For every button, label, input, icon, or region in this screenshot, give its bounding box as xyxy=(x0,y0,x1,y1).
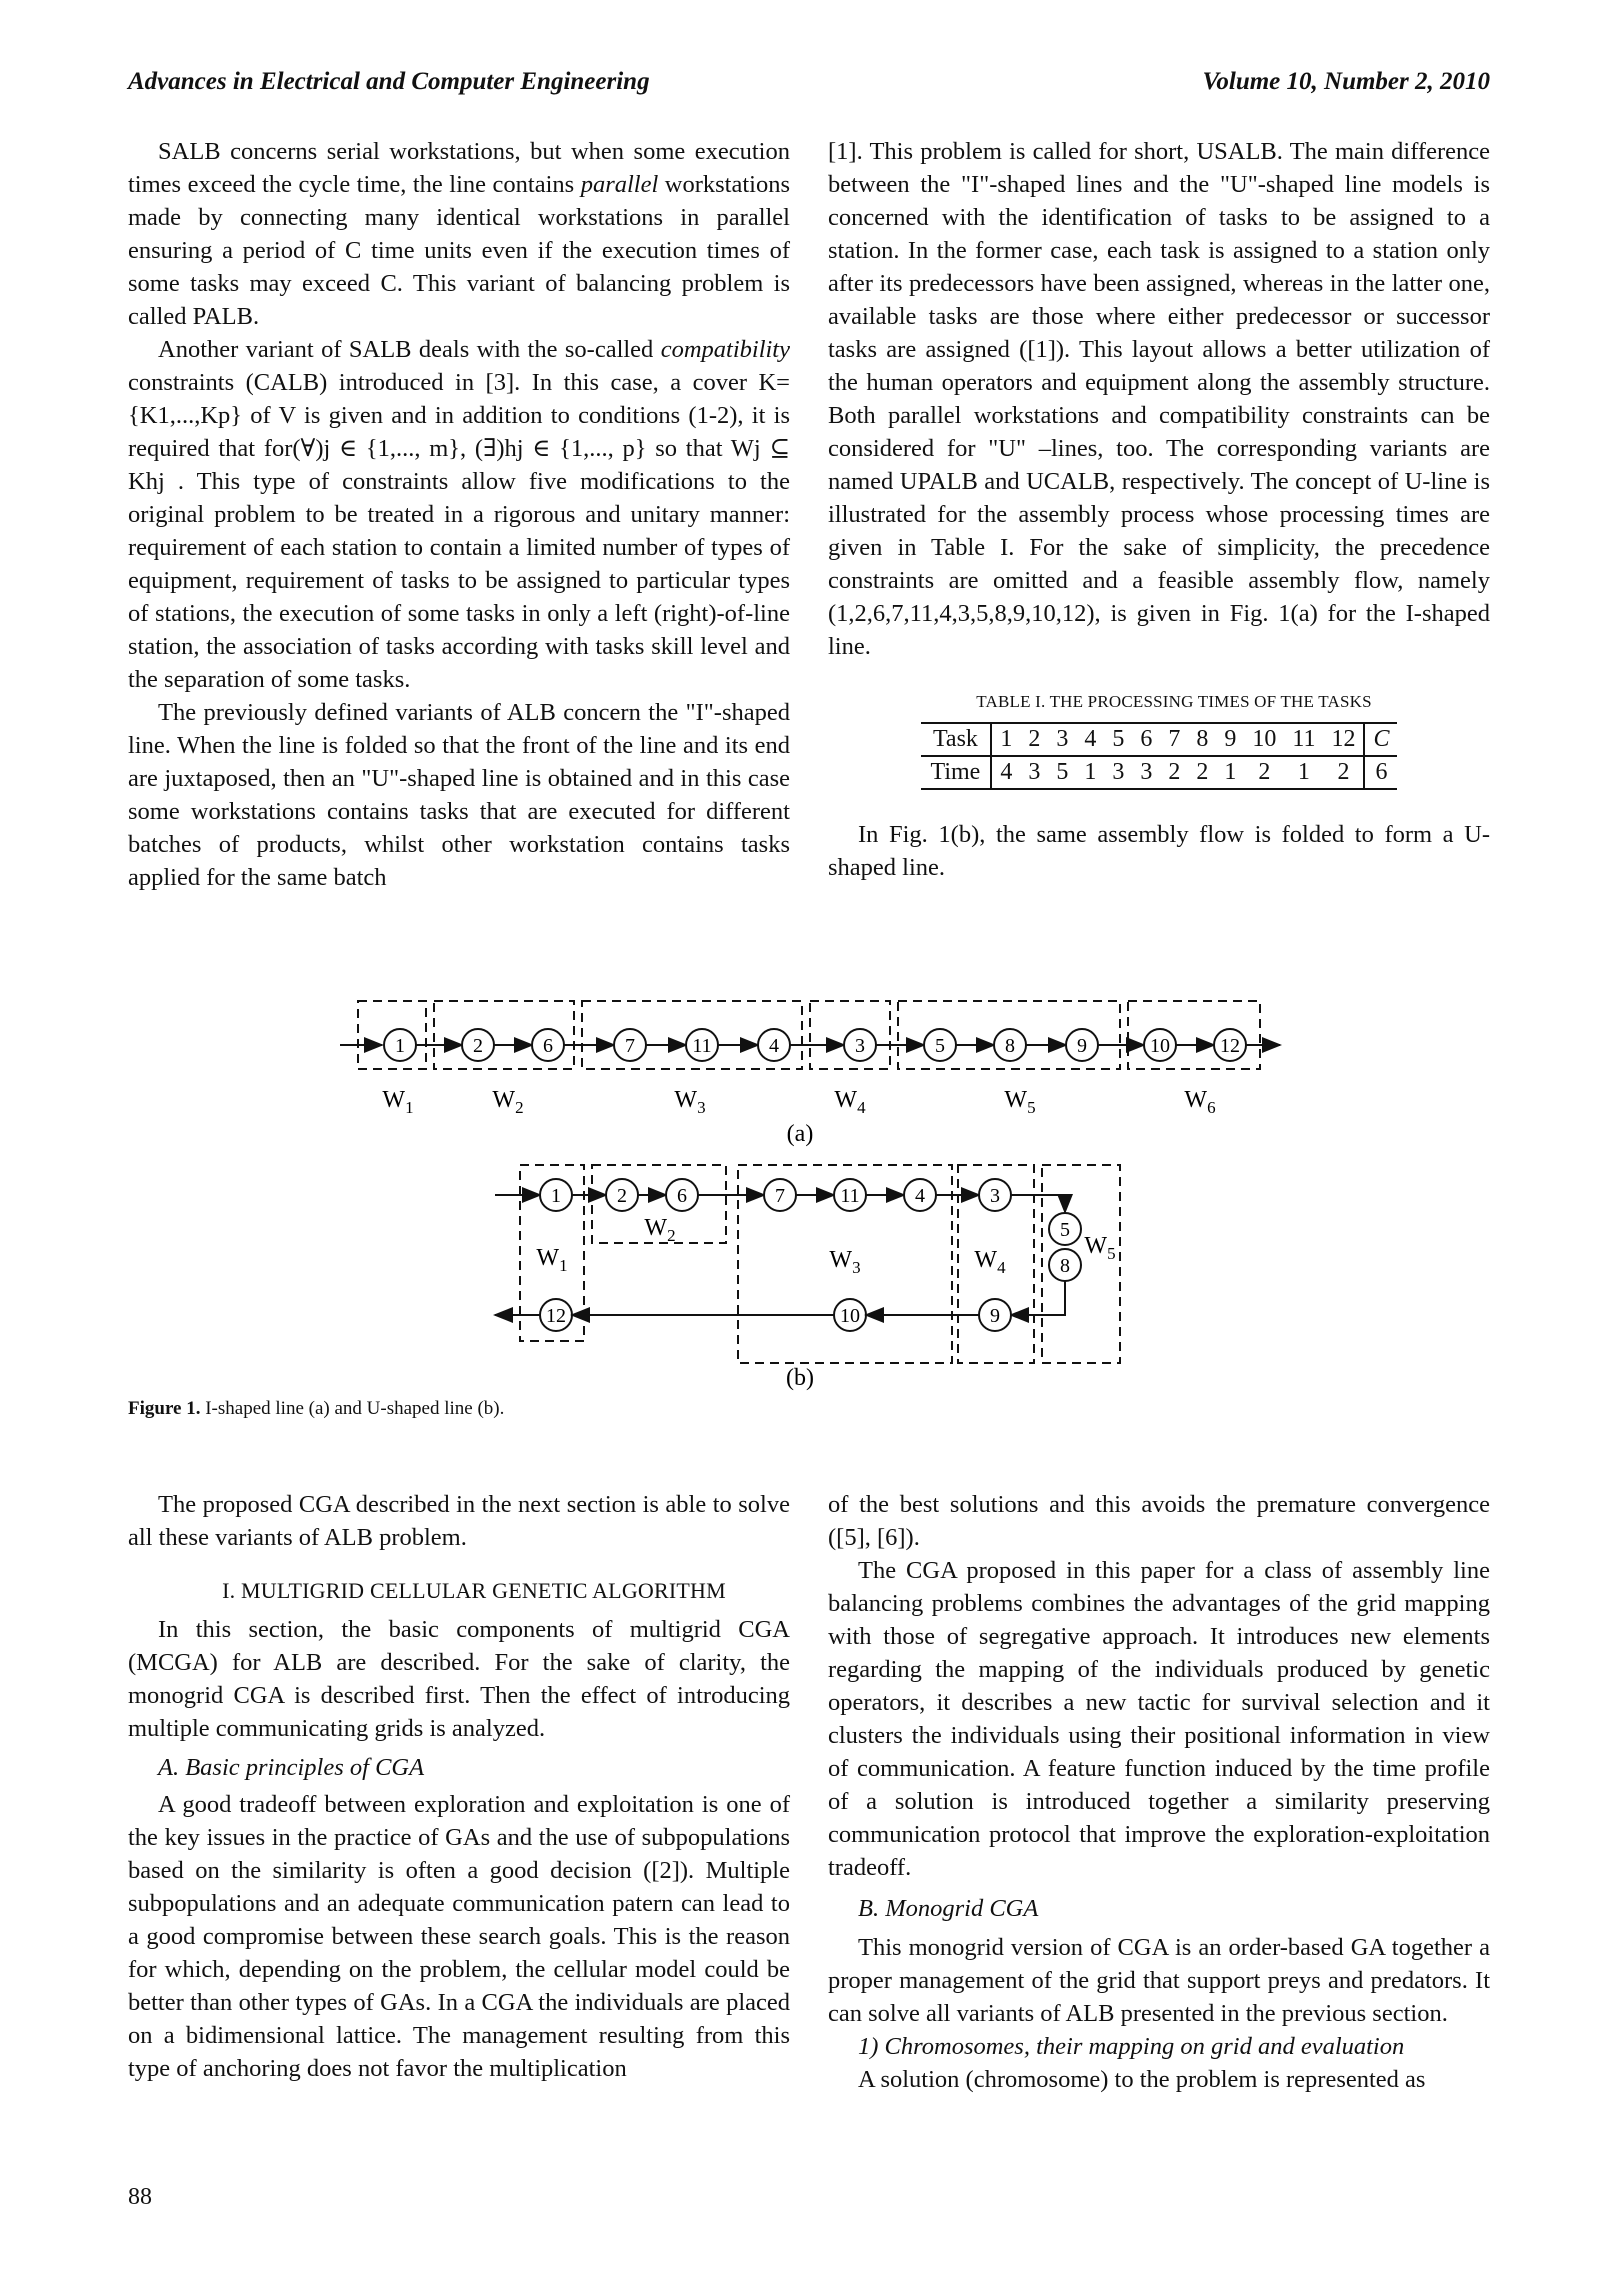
paragraph: The previously defined variants of ALB concern the "I"-shaped line. When the line is folded so that the front of the line and its end are juxtaposed, then an "U"-shaped line is obtained and in this case some workstations contains tasks that are executed for different batches of products, whilst other workstation contains tasks applied for the same batch xyxy=(128,699,790,891)
paragraph: A solution (chromosome) to the problem is represented as xyxy=(858,2066,1426,2093)
task-node-label: 9 xyxy=(990,1305,1000,1327)
time-cell: 2 xyxy=(1244,756,1284,789)
column-left-bottom xyxy=(128,1488,790,2085)
paragraph: The CGA proposed in this paper for a class of assembly line balancing problems combines the advantages of the grid mapping with those of segregative approach. It introduces new elements regarding the mapping of the individuals produced by genetic operators, it describes a new tactic for survival selection and it clusters the individuals using their positional information in view of communication. A feature function induced by the time profile of a solution is introduced together a similarity preserving communication protocol that improve the exploration-exploitation tradeoff. xyxy=(828,1557,1490,1881)
journal-title: Advances in Electrical and Computer Engineering xyxy=(128,68,650,95)
task-node-label: 1 xyxy=(551,1185,561,1207)
section-heading: I. MULTIGRID CELLULAR GENETIC ALGORITHM xyxy=(222,1578,726,1603)
task-cell: 12 xyxy=(1323,723,1364,756)
time-cell: 2 xyxy=(1188,756,1216,789)
time-cell: 2 xyxy=(1160,756,1188,789)
station-label: $W_5$ xyxy=(1004,1087,1036,1117)
task-node-label: 6 xyxy=(543,1035,553,1057)
task-node-label: 7 xyxy=(775,1185,785,1207)
paragraph: SALB concerns serial workstations, but when some execution times exceed the cycle time, the line contains parallel workstations made by connecting many identical workstations in parallel ensuring a period of C time units even if the execution times of some tasks may exceed C. This variant of balancing problem is called PALB. xyxy=(128,138,790,330)
task-cell: 4 xyxy=(1076,723,1104,756)
station-label: $W_1$ xyxy=(536,1245,568,1275)
task-node-label: 3 xyxy=(855,1035,865,1057)
task-cell: 9 xyxy=(1216,723,1244,756)
paragraph: In Fig. 1(b), the same assembly flow is folded to form a U-shaped line. xyxy=(828,821,1490,881)
flow-arrow xyxy=(1011,1281,1065,1315)
task-node-label: 12 xyxy=(546,1305,566,1327)
label-b: (b) xyxy=(786,1365,814,1391)
task-node-label: 3 xyxy=(990,1185,1000,1207)
task-node-label: 4 xyxy=(915,1185,925,1207)
table-header-time: Time xyxy=(921,756,992,789)
station-label: $W_5$ xyxy=(1084,1233,1116,1263)
column-right-bottom xyxy=(828,1488,1490,2096)
station-label: $W_3$ xyxy=(674,1087,706,1117)
table-header-task: Task xyxy=(921,723,992,756)
subsection-heading: A. Basic principles of CGA xyxy=(158,1754,425,1781)
volume-info: Volume 10, Number 2, 2010 xyxy=(1202,68,1490,95)
station-label: $W_6$ xyxy=(1184,1087,1216,1117)
station-label: $W_2$ xyxy=(492,1087,524,1117)
station-label: $W_4$ xyxy=(834,1087,866,1117)
task-node-label: 8 xyxy=(1060,1255,1070,1277)
figure-caption: Figure 1. I-shaped line (a) and U-shaped line (b). xyxy=(128,1398,505,1419)
paragraph: The proposed CGA described in the next section is able to solve all these variants of ALB problem. xyxy=(128,1491,790,1551)
station-label: $W_1$ xyxy=(382,1087,414,1117)
task-cell: 1 xyxy=(991,723,1020,756)
time-cell: 3 xyxy=(1132,756,1160,789)
time-cell: 1 xyxy=(1076,756,1104,789)
task-cell: 11 xyxy=(1284,723,1323,756)
task-node-label: 8 xyxy=(1005,1035,1015,1057)
table-caption: TABLE I. THE PROCESSING TIMES OF THE TASKS xyxy=(976,692,1372,711)
task-node-label: 11 xyxy=(840,1185,860,1207)
assembly-line-figure xyxy=(330,995,1290,1395)
time-cell: 3 xyxy=(1020,756,1048,789)
time-cell: 3 xyxy=(1104,756,1132,789)
station-label: $W_2$ xyxy=(644,1215,676,1245)
cycle-value: 6 xyxy=(1364,756,1397,789)
task-cell: 7 xyxy=(1160,723,1188,756)
task-node-label: 2 xyxy=(473,1035,483,1057)
time-cell: 4 xyxy=(991,756,1020,789)
task-node-label: 11 xyxy=(692,1035,712,1057)
task-node-label: 2 xyxy=(617,1185,627,1207)
task-node-label: 1 xyxy=(395,1035,405,1057)
task-node-label: 12 xyxy=(1220,1035,1240,1057)
column-left-top xyxy=(128,135,790,894)
task-cell: 10 xyxy=(1244,723,1284,756)
task-node-label: 10 xyxy=(1150,1035,1170,1057)
task-node-label: 6 xyxy=(677,1185,687,1207)
task-node-label: 5 xyxy=(935,1035,945,1057)
time-cell: 5 xyxy=(1048,756,1076,789)
paragraph: This monogrid version of CGA is an order-based GA together a proper management of the grid that support preys and predators. It can solve all variants of ALB presented in the previous section. xyxy=(828,1934,1490,2027)
column-right-top xyxy=(828,135,1490,884)
station-label: $W_4$ xyxy=(974,1247,1006,1277)
task-cell: 5 xyxy=(1104,723,1132,756)
subsection-heading: B. Monogrid CGA xyxy=(858,1895,1039,1922)
paragraph: Another variant of SALB deals with the so-called compatibility constraints (CALB) introduced in [3]. In this case, a cover K={K1,...,Kp} of V is given and in addition to conditions (1-2), it is required that for(∀)j ∈ {1,..., m}, (∃)hj ∈ {1,..., p} so that Wj ⊆ Khj . This type of constraints allow five modifications to the original problem to be treated in a rigorous and unitary manner: requirement of each station to contain a limited number of types of equipment, requirement of tasks to be assigned to particular types of stations, the execution of some tasks in only a left (right)-of-line station, the association of tasks according with tasks skill level and the separation of some tasks. xyxy=(128,336,790,693)
task-cell: 3 xyxy=(1048,723,1076,756)
flow-arrow xyxy=(1011,1195,1065,1212)
paragraph: of the best solutions and this avoids the premature convergence ([5], [6]). xyxy=(828,1491,1490,1551)
task-node-label: 7 xyxy=(625,1035,635,1057)
station-label: $W_3$ xyxy=(829,1247,861,1277)
task-cell: 8 xyxy=(1188,723,1216,756)
paragraph: A good tradeoff between exploration and exploitation is one of the key issues in the practice of GAs and the use of subpopulations based on the similarity is often a good decision ([2]). Multiple subpopulations and an adequate communication patern can lead to a good compromise between these search goals. This is the reason for which, depending on the problem, the cellular model could be better than other types of GAs. In a CGA the individuals are placed on a bidimensional lattice. The management resulting from this type of anchoring does not favor the multiplication xyxy=(128,1791,790,2082)
cycle-header: C xyxy=(1364,723,1397,756)
page-number: 88 xyxy=(128,2184,152,2210)
task-cell: 2 xyxy=(1020,723,1048,756)
task-node-label: 4 xyxy=(769,1035,779,1057)
processing-times-table xyxy=(921,722,1398,790)
task-node-label: 10 xyxy=(840,1305,860,1327)
time-cell: 1 xyxy=(1284,756,1323,789)
task-node-label: 5 xyxy=(1060,1219,1070,1241)
label-a: (a) xyxy=(786,1121,814,1147)
paragraph: In this section, the basic components of multigrid CGA (MCGA) for ALB are described. For the sake of clarity, the monogrid CGA is described first. Then the effect of introducing multiple communicating grids is analyzed. xyxy=(128,1616,790,1742)
task-node-label: 9 xyxy=(1077,1035,1087,1057)
paragraph: [1]. This problem is called for short, USALB. The main difference between the "I"-shaped lines and the "U"-shaped line models is concerned with the identification of tasks to be assigned to a station. In the former case, each task is assigned to a station only after its predecessors have been assigned, whereas in the latter one, available tasks are those where either predecessor or successor tasks are assigned ([1]). This layout allows a better utilization of the human operators and equipment along the assembly structure. Both parallel workstations and compatibility constraints can be considered for "U" –lines, too. The corresponding variants are named UPALB and UCALB, respectively. The concept of U-line is illustrated for the assembly process whose processing times are given in Table I. For the sake of simplicity, the precedence constraints are omitted and a feasible assembly flow, namely (1,2,6,7,11,4,3,5,8,9,10,12), is given in Fig. 1(a) for the I-shaped line. xyxy=(828,138,1490,660)
subsubsection-heading: 1) Chromosomes, their mapping on grid and evaluation xyxy=(858,2033,1405,2060)
time-cell: 1 xyxy=(1216,756,1244,789)
time-cell: 2 xyxy=(1323,756,1364,789)
task-cell: 6 xyxy=(1132,723,1160,756)
